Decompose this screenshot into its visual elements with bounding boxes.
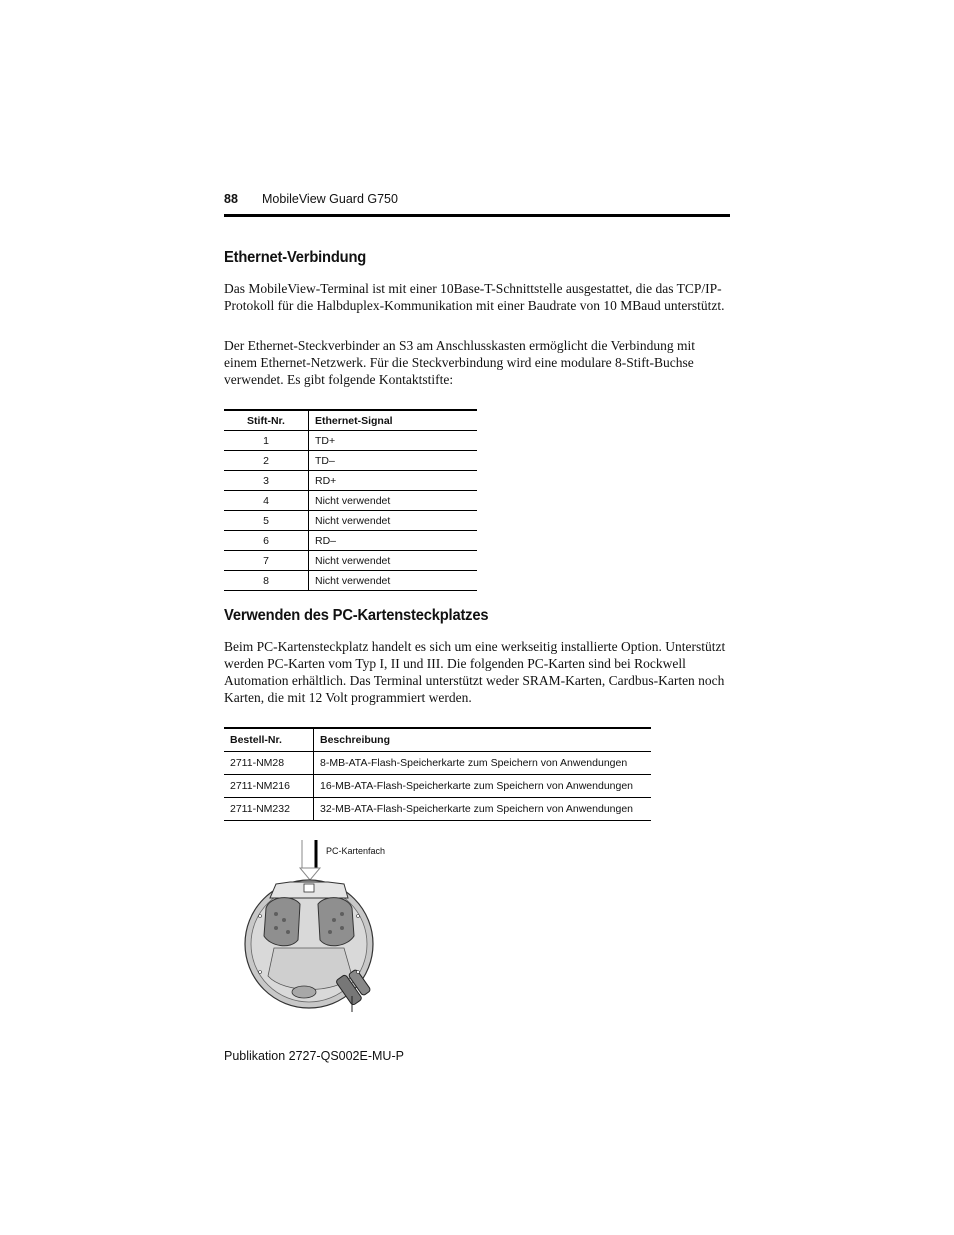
signal-name: RD+ <box>309 471 478 491</box>
column-header: Bestell-Nr. <box>224 728 314 752</box>
pc-card-table <box>224 727 651 821</box>
table-header-row <box>224 728 651 752</box>
column-header: Stift-Nr. <box>224 410 309 431</box>
table-row <box>224 531 477 551</box>
signal-name: RD– <box>309 531 478 551</box>
table-row <box>224 752 651 775</box>
signal-name: Nicht verwendet <box>309 511 478 531</box>
table-row <box>224 775 651 798</box>
pin-number: 3 <box>224 471 309 491</box>
pin-number: 2 <box>224 451 309 471</box>
page-number: 88 <box>224 192 238 206</box>
pin-number: 8 <box>224 571 309 591</box>
signal-name: Nicht verwendet <box>309 491 478 511</box>
table-row <box>224 511 477 531</box>
ethernet-paragraph-2: Der Ethernet-Steckverbinder an S3 am Anschlusskasten ermöglicht die Verbindung mit einem Ethernet-Netzwerk. Für die Steckverbindung wird eine modulare 8-Stift-Buchse verwendet. Es gibt folgende Kontaktstifte: <box>224 338 696 387</box>
signal-name: TD+ <box>309 431 478 451</box>
signal-name: Nicht verwendet <box>309 571 478 591</box>
pin-number: 7 <box>224 551 309 571</box>
order-number: 2711-NM216 <box>224 775 314 798</box>
table-row <box>224 451 477 471</box>
pc-card-paragraph: Beim PC-Kartensteckplatz handelt es sich um eine werkseitig installierte Option. Unterstützt werden PC-Karten vom Typ I, II und III. Die folgenden PC-Karten sind bei Rockwell Automation erhältlich. Das Terminal unterstützt weder SRAM-Karten, Cardbus-Karten noch Karten, die mit 12 Volt programmiert werden. <box>224 639 726 705</box>
table-row <box>224 551 477 571</box>
header-rule <box>224 214 730 217</box>
pin-number: 1 <box>224 431 309 451</box>
description: 32-MB-ATA-Flash-Speicherkarte zum Speichern von Anwendungen <box>314 798 652 821</box>
terminal-back-illustration <box>240 836 400 1016</box>
table-row <box>224 798 651 821</box>
table-row <box>224 431 477 451</box>
table-row <box>224 491 477 511</box>
document-title: MobileView Guard G750 <box>262 192 398 206</box>
section-title-ethernet: Ethernet-Verbindung <box>224 249 367 266</box>
ethernet-paragraph-1: Das MobileView-Terminal ist mit einer 10Base-T-Schnittstelle ausgestattet, die das TCP/IP-Protokoll für die Halbduplex-Kommunikation mit einer Baudrate von 10 MBaud unterstützt. <box>224 281 725 313</box>
pin-number: 4 <box>224 491 309 511</box>
signal-name: TD– <box>309 451 478 471</box>
ethernet-pin-table <box>224 409 477 591</box>
section-title-pc-card: Verwenden des PC-Kartensteckplatzes <box>224 607 489 624</box>
description: 16-MB-ATA-Flash-Speicherkarte zum Speichern von Anwendungen <box>314 775 652 798</box>
signal-name: Nicht verwendet <box>309 551 478 571</box>
pin-number: 5 <box>224 511 309 531</box>
page-header <box>224 192 398 206</box>
table-header-row <box>224 410 477 431</box>
column-header: Ethernet-Signal <box>309 410 478 431</box>
order-number: 2711-NM28 <box>224 752 314 775</box>
publication-footer: Publikation 2727-QS002E-MU-P <box>224 1049 404 1063</box>
order-number: 2711-NM232 <box>224 798 314 821</box>
column-header: Beschreibung <box>314 728 652 752</box>
table-row <box>224 471 477 491</box>
figure-callout-label: PC-Kartenfach <box>326 846 386 856</box>
description: 8-MB-ATA-Flash-Speicherkarte zum Speichern von Anwendungen <box>314 752 652 775</box>
callout-arrow-icon <box>300 840 320 880</box>
pin-number: 6 <box>224 531 309 551</box>
table-row <box>224 571 477 591</box>
